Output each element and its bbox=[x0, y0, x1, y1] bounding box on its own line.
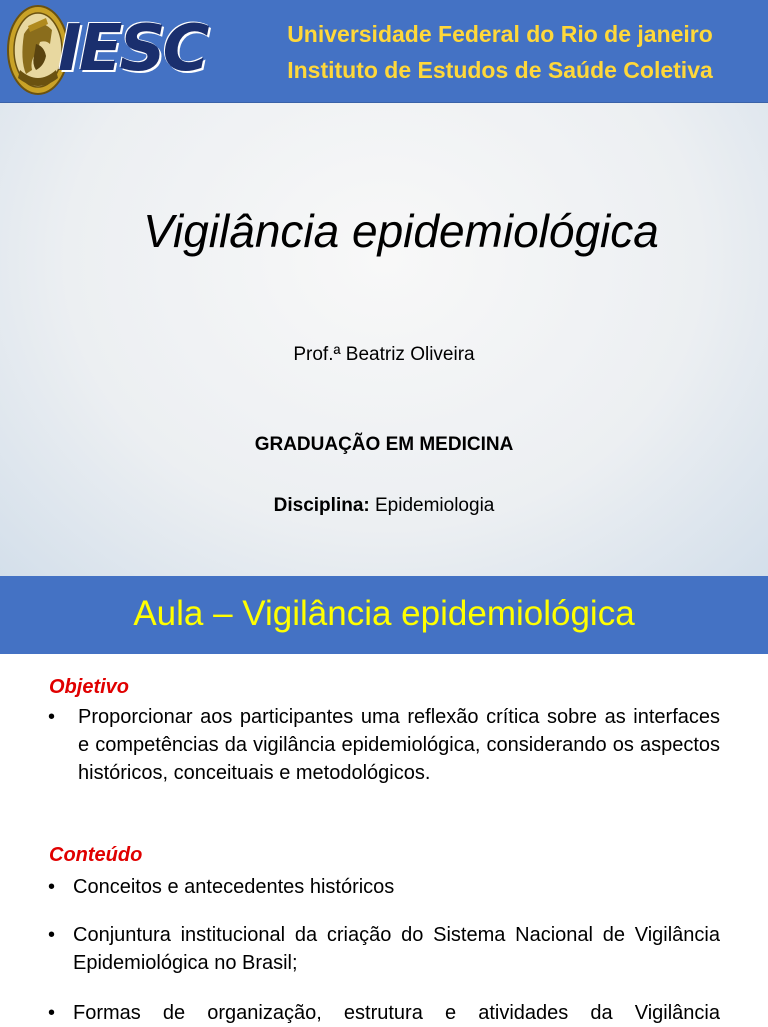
aula-title-bar bbox=[0, 576, 768, 654]
content-text: Formas de organização, estrutura e atividades da Vigilância bbox=[73, 1002, 720, 1024]
university-name: Universidade Federal do Rio de janeiro bbox=[287, 21, 713, 47]
course-name: GRADUAÇÃO EM MEDICINA bbox=[254, 434, 514, 455]
content-item bbox=[48, 873, 720, 901]
discipline-line bbox=[0, 491, 768, 521]
content-item bbox=[48, 921, 720, 977]
content-text: Conjuntura institucional da criação do Sistema Nacional de Vigilância Epidemiológica no Brasil; bbox=[73, 924, 720, 974]
content-item bbox=[48, 999, 720, 1027]
discipline-value: Epidemiologia bbox=[375, 495, 495, 516]
institute-name: Instituto de Estudos de Saúde Coletiva bbox=[287, 57, 713, 83]
content-text: Conceitos e antecedentes históricos bbox=[73, 876, 395, 898]
objective-text: Proporcionar aos participantes uma reflexão crítica sobre as interfaces e competências da vigilância epidemiológica, considerando os aspectos históricos, conceituais e metodológicos. bbox=[78, 706, 720, 784]
iesc-logo-text: IESC bbox=[58, 12, 207, 86]
content-heading: Conteúdo bbox=[49, 844, 143, 866]
bullet-icon: • bbox=[48, 924, 56, 946]
author-name: Prof.ª Beatriz Oliveira bbox=[293, 344, 475, 365]
discipline-label: Disciplina: bbox=[273, 495, 370, 516]
bullet-icon: • bbox=[48, 706, 56, 728]
presentation-title: Vigilância epidemiológica bbox=[143, 205, 659, 257]
bullet-icon: • bbox=[48, 1002, 56, 1024]
objective-item bbox=[48, 703, 720, 787]
aula-title: Aula – Vigilância epidemiológica bbox=[133, 594, 635, 633]
objective-heading: Objetivo bbox=[49, 676, 130, 698]
header-banner bbox=[0, 0, 768, 103]
bullet-icon: • bbox=[48, 876, 56, 898]
